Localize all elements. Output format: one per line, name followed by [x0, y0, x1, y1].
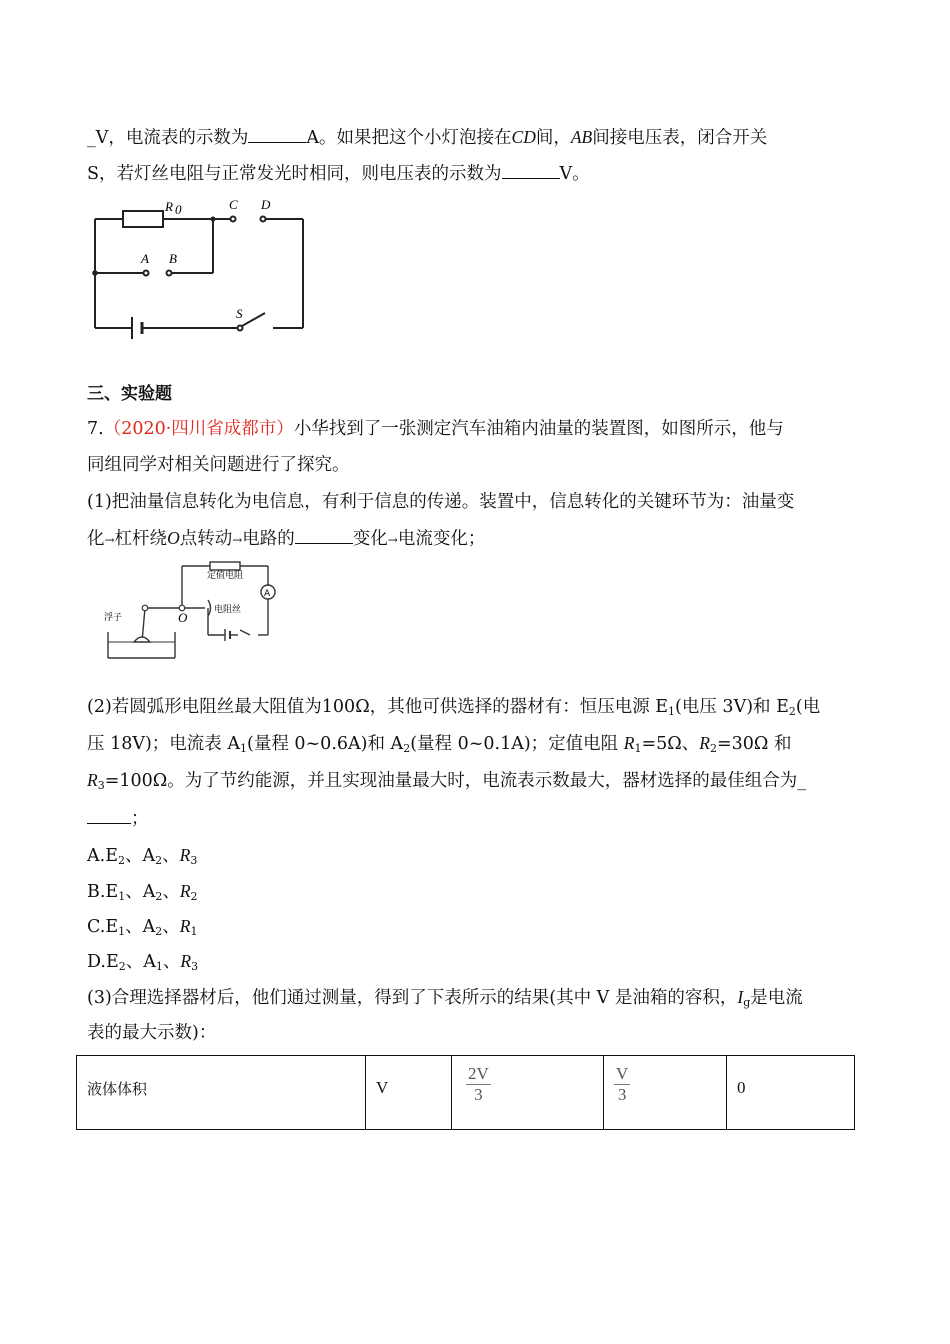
subscript: 1: [155, 960, 163, 973]
answer-blank[interactable]: [248, 124, 306, 143]
intro-line-2: [87, 160, 590, 187]
part1-line-1: (1)把油量信息转化为电信息，有利于信息的传递。装置中，信息转化的关键环节为：油量变: [87, 492, 795, 512]
arrow: →: [387, 533, 398, 547]
fraction: [614, 1064, 630, 1105]
answer-blank[interactable]: [87, 805, 131, 824]
subscript: 3: [191, 960, 199, 973]
option-a[interactable]: [87, 842, 197, 869]
label-c: C: [229, 197, 238, 212]
label-cd: CD: [511, 127, 536, 147]
answer-blank[interactable]: [502, 160, 560, 179]
float: [134, 637, 150, 642]
text: (3)合理选择器材后，他们通过测量，得到了下表所示的结果(其中 V 是油箱的容积，: [87, 988, 738, 1008]
text: 间，: [535, 128, 571, 148]
label-fixed-resistor: 定值电阻: [207, 571, 244, 581]
text: 电流变化；: [397, 529, 486, 549]
fraction: [466, 1064, 491, 1105]
text: 、A: [125, 952, 156, 972]
text: 、: [162, 882, 180, 902]
junction-dot: [211, 217, 216, 222]
text: 、A: [125, 882, 156, 902]
text: (2)若圆弧形电阻丝最大阻值为100Ω，其他可供选择的器材有：恒压电源 E: [87, 697, 669, 717]
switch-pivot: [238, 326, 243, 331]
subscript: 1: [240, 742, 247, 755]
subscript: 2: [117, 854, 125, 867]
subscript: 3: [97, 779, 105, 792]
terminal-a: [144, 271, 149, 276]
oil-gauge-diagram: [100, 560, 290, 665]
label-s: S: [236, 306, 243, 321]
part2-line-3: [87, 767, 806, 794]
label-o: O: [178, 610, 188, 625]
numerator: V: [616, 1064, 629, 1083]
intro-line-1: [87, 124, 767, 151]
fixed-resistor: [210, 562, 240, 570]
label-ab: AB: [570, 127, 593, 147]
text: C.E: [87, 917, 119, 937]
terminal-d: [261, 217, 266, 222]
subscript: 2: [709, 742, 717, 755]
arrow: →: [104, 533, 115, 547]
text: B.E: [87, 882, 119, 902]
text: =5Ω、: [641, 734, 700, 754]
text: 、: [162, 952, 181, 972]
terminal-c: [231, 217, 236, 222]
switch-blade: [240, 630, 250, 635]
answer-blank[interactable]: [295, 525, 353, 544]
denominator: 3: [474, 1085, 483, 1104]
text: 、: [162, 846, 180, 866]
text: =100Ω。为了节约能源，并且实现油量最大时，电流表示数最大，器材选择的最佳组合为_: [104, 771, 807, 791]
label-ammeter: A: [264, 589, 271, 599]
table-cell-label: 液体体积: [77, 1056, 366, 1130]
text: (电压 3V)和 E: [675, 697, 789, 717]
text: (电: [795, 697, 821, 717]
junction-dot: [92, 270, 98, 276]
switch-blade: [242, 313, 265, 326]
table-row: [77, 1056, 855, 1130]
text: (量程 0~0.1A)；定值电阻: [410, 734, 624, 754]
text: 电路的: [242, 529, 295, 549]
symbol-r: R: [179, 916, 191, 936]
numerator: 2V: [468, 1064, 489, 1083]
part2-line-2: [87, 730, 791, 757]
lever-end: [142, 605, 148, 611]
symbol-r: R: [179, 845, 191, 865]
text: 压 18V)；电流表 A: [87, 734, 240, 754]
option-b[interactable]: [87, 878, 198, 905]
text: 变化: [352, 529, 388, 549]
question-stem-2: 同组同学对相关问题进行了探究。: [87, 455, 350, 475]
part2-line-1: [87, 694, 820, 720]
subscript: 2: [155, 854, 163, 867]
subscript: 3: [190, 854, 198, 867]
option-c[interactable]: [87, 913, 197, 940]
subscript: 1: [190, 925, 198, 938]
table-cell-two-thirds: [452, 1056, 604, 1130]
part1-line-2: [87, 525, 485, 553]
text: 、: [162, 917, 180, 937]
subscript: 1: [668, 705, 676, 718]
text: ；: [131, 809, 149, 829]
label-float: 浮子: [104, 613, 123, 623]
symbol-r: R: [180, 951, 192, 971]
option-d[interactable]: [87, 948, 198, 975]
subscript: 2: [118, 960, 126, 973]
text: 间接电压表，闭合开关: [592, 128, 768, 148]
part3-line-2: 表的最大示数)：: [87, 1023, 217, 1043]
label-a: A: [141, 251, 149, 266]
table-cell-one-third: [604, 1056, 727, 1130]
table-cell-zero: 0: [727, 1056, 855, 1130]
subscript: g: [743, 996, 751, 1009]
table-cell-v: V: [366, 1056, 452, 1130]
text: 、A: [124, 846, 156, 866]
part2-line-4: [87, 805, 149, 832]
text: =30Ω 和: [716, 734, 792, 754]
question-source: （2020·四川省成都市）: [103, 419, 294, 439]
label-r: R: [165, 199, 173, 214]
subscript: 2: [403, 742, 411, 755]
text: S，若灯丝电阻与正常发光时相同，则电压表的示数为: [87, 164, 502, 184]
symbol-r: R: [179, 881, 191, 901]
results-table: [76, 1055, 855, 1130]
text: 是电流: [750, 988, 803, 1008]
text: (量程 0~0.6A)和 A: [247, 734, 404, 754]
part3-line-1: [87, 984, 803, 1011]
symbol-r: R: [87, 770, 98, 790]
circuit-diagram-1: [85, 195, 315, 345]
text: V。: [559, 164, 590, 184]
text: A。如果把这个小灯泡接在: [306, 128, 512, 148]
subscript: 2: [788, 705, 796, 718]
label-resistance-wire: 电阻丝: [214, 605, 242, 615]
label-o: O: [167, 528, 180, 548]
symbol-r: R: [623, 733, 635, 753]
text: D.E: [87, 952, 119, 972]
symbol-r: R: [699, 733, 710, 753]
section-title: 三、实验题: [87, 384, 172, 404]
text: 点转动: [179, 529, 233, 549]
subscript: 2: [155, 925, 163, 938]
text: 杠杆绕: [114, 529, 168, 549]
label-b: B: [169, 251, 177, 266]
text: 小华找到了一张测定汽车油箱内油量的装置图，如图所示，他与: [293, 419, 784, 439]
question-number: 7.: [87, 419, 104, 439]
subscript: 2: [190, 890, 198, 903]
subscript: 1: [118, 890, 126, 903]
label-d: D: [261, 197, 271, 212]
text: 化: [87, 529, 105, 549]
subscript: 2: [155, 890, 163, 903]
subscript: 1: [118, 925, 126, 938]
symbol-i: I: [737, 987, 744, 1007]
text: A.E: [87, 846, 118, 866]
subscript: 1: [634, 742, 642, 755]
label-r-sub: 0: [175, 202, 182, 217]
terminal-b: [167, 271, 172, 276]
text: _V，电流表的示数为: [87, 128, 249, 148]
question-stem-1: [87, 416, 784, 442]
resistor-r0: [123, 211, 163, 227]
arrow: →: [232, 533, 243, 547]
text: 、A: [125, 917, 156, 937]
denominator: 3: [617, 1085, 627, 1104]
